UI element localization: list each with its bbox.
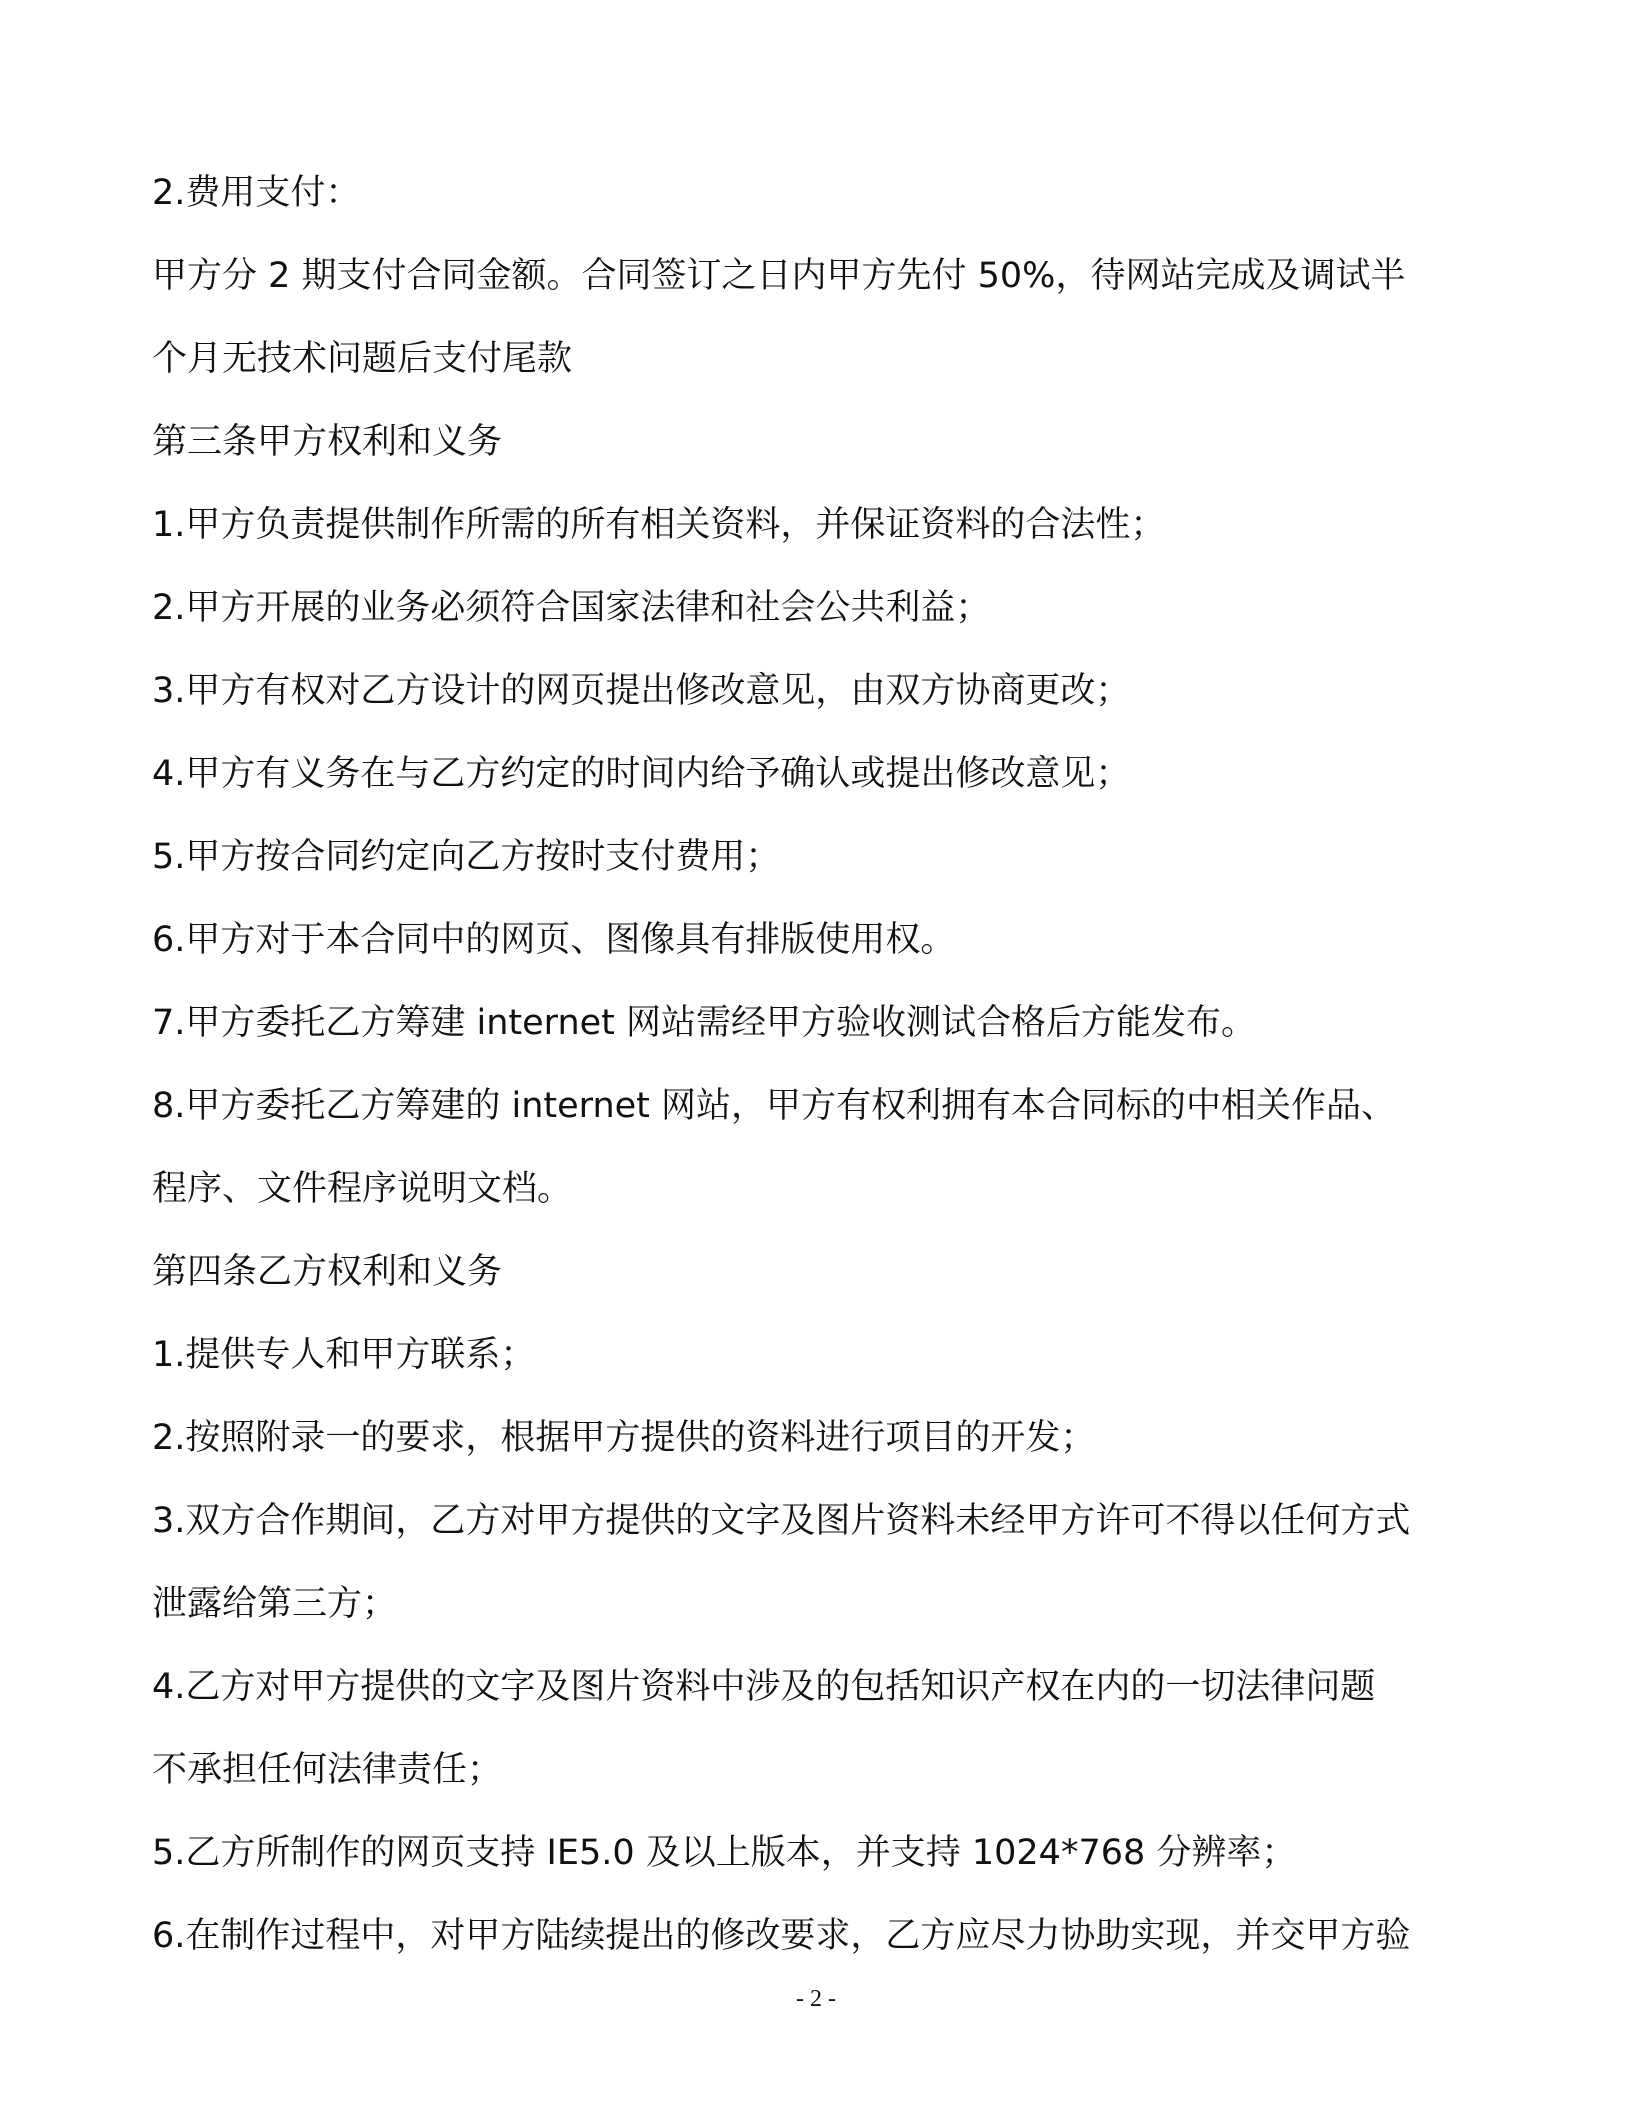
page-number: - 2 - — [796, 1986, 836, 2012]
party-a-item-2: 2.甲方开展的业务必须符合国家法律和社会公共利益； — [152, 588, 991, 628]
party-a-item-6: 6.甲方对于本合同中的网页、图像具有排版使用权。 — [152, 920, 956, 960]
party-a-item-3: 3.甲方有权对乙方设计的网页提出修改意见，由双方协商更改； — [152, 671, 1131, 711]
payment-text-line-1: 甲方分 2 期支付合同金额。合同签订之日内甲方先付 50%，待网站完成及调试半 — [152, 256, 1406, 296]
party-b-item-6-line-1: 6.在制作过程中，对甲方陆续提出的修改要求，乙方应尽力协助实现，并交甲方验 — [152, 1916, 1411, 1956]
article-4-heading: 第四条乙方权利和义务 — [152, 1252, 503, 1292]
party-a-item-1: 1.甲方负责提供制作所需的所有相关资料，并保证资料的合法性； — [152, 505, 1166, 545]
party-b-item-4-line-2: 不承担任何法律责任； — [152, 1750, 503, 1790]
party-a-item-7: 7.甲方委托乙方筹建 internet 网站需经甲方验收测试合格后方能发布。 — [152, 1003, 1257, 1043]
party-a-item-4: 4.甲方有义务在与乙方约定的时间内给予确认或提出修改意见； — [152, 754, 1131, 794]
payment-heading: 2.费用支付： — [152, 173, 361, 213]
party-b-item-3-line-1: 3.双方合作期间，乙方对甲方提供的文字及图片资料未经甲方许可不得以任何方式 — [152, 1501, 1411, 1541]
party-b-item-5: 5.乙方所制作的网页支持 IE5.0 及以上版本，并支持 1024*768 分辨率； — [152, 1833, 1297, 1873]
party-b-item-4-line-1: 4.乙方对甲方提供的文字及图片资料中涉及的包括知识产权在内的一切法律问题 — [152, 1667, 1376, 1707]
party-b-item-2: 2.按照附录一的要求，根据甲方提供的资料进行项目的开发； — [152, 1418, 1096, 1458]
party-a-item-8-line-1: 8.甲方委托乙方筹建的 internet 网站，甲方有权利拥有本合同标的中相关作品、 — [152, 1086, 1397, 1126]
party-a-item-5: 5.甲方按合同约定向乙方按时支付费用； — [152, 837, 781, 877]
party-b-item-3-line-2: 泄露给第三方； — [152, 1584, 398, 1624]
payment-text-line-2: 个月无技术问题后支付尾款 — [152, 339, 573, 379]
document-body — [152, 152, 1482, 1978]
party-b-item-1: 1.提供专人和甲方联系； — [152, 1335, 536, 1375]
article-3-heading: 第三条甲方权利和义务 — [152, 422, 503, 462]
party-a-item-8-line-2: 程序、文件程序说明文档。 — [152, 1169, 573, 1209]
